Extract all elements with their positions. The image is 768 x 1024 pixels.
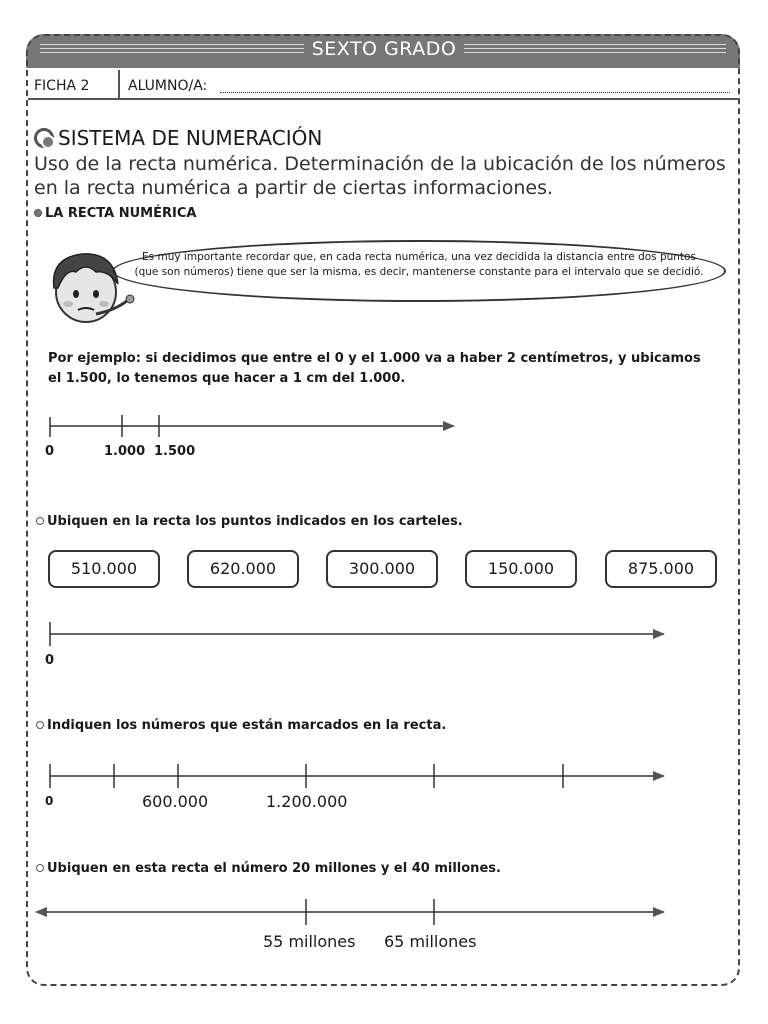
- bullet-icon: [36, 721, 44, 729]
- bullet-icon: [36, 517, 44, 525]
- example-label-0: 0: [45, 444, 55, 459]
- number-card: 300.000: [326, 550, 438, 588]
- number-card: 510.000: [48, 550, 160, 588]
- exercise2-label-0: 0: [45, 794, 54, 808]
- sheet-label: FICHA 2: [34, 78, 90, 94]
- exercise3-label-55: 55 millones: [263, 932, 356, 951]
- exercise1-origin-label: 0: [45, 653, 55, 668]
- section-subtitle: Uso de la recta numérica. Determinación de la ubicación de los números en la recta numérica a partir de ciertas informaciones.: [34, 153, 726, 199]
- example-text: Por ejemplo: si decidimos que entre el 0 y el 1.000 va a haber 2 centímetros, y ubicamos el 1.500, lo tenemos que hacer a 1 cm del 1.000.: [48, 351, 701, 386]
- exercise1-line: [50, 622, 664, 646]
- number-card: 150.000: [465, 550, 577, 588]
- example-line: [50, 415, 454, 437]
- section-title: SISTEMA DE NUMERACIÓN: [34, 126, 322, 150]
- number-card: 875.000: [605, 550, 717, 588]
- example-label-1500: 1.500: [154, 444, 196, 459]
- exercise2-instruction: Indiquen los números que están marcados en la recta.: [36, 718, 446, 733]
- number-card: 620.000: [187, 550, 299, 588]
- subhead: LA RECTA NUMÉRICA: [34, 206, 196, 221]
- grade-title: SEXTO GRADO: [0, 38, 768, 60]
- bubble-text: Es muy importante recordar que, en cada recta numérica, una vez decidida la distancia entre dos puntos (que son números) tiene que ser la misma, es decir, mantenerse constante para el intervalo que se decidió.: [134, 251, 704, 278]
- exercise1-instruction: Ubiquen en la recta los puntos indicados en los carteles.: [36, 514, 463, 529]
- exercise2-line: [50, 764, 664, 788]
- exercise2-label-600000: 600.000: [142, 792, 209, 811]
- bullet-icon: [36, 864, 44, 872]
- exercise3-label-65: 65 millones: [384, 932, 477, 951]
- example-label-1000: 1.000: [104, 444, 146, 459]
- exercise3-line: [36, 899, 664, 925]
- exercise2-label-1200000: 1.200.000: [266, 792, 348, 811]
- exercise3-instruction: Ubiquen en esta recta el número 20 millones y el 40 millones.: [36, 861, 501, 876]
- student-label: ALUMNO/A:: [128, 78, 208, 94]
